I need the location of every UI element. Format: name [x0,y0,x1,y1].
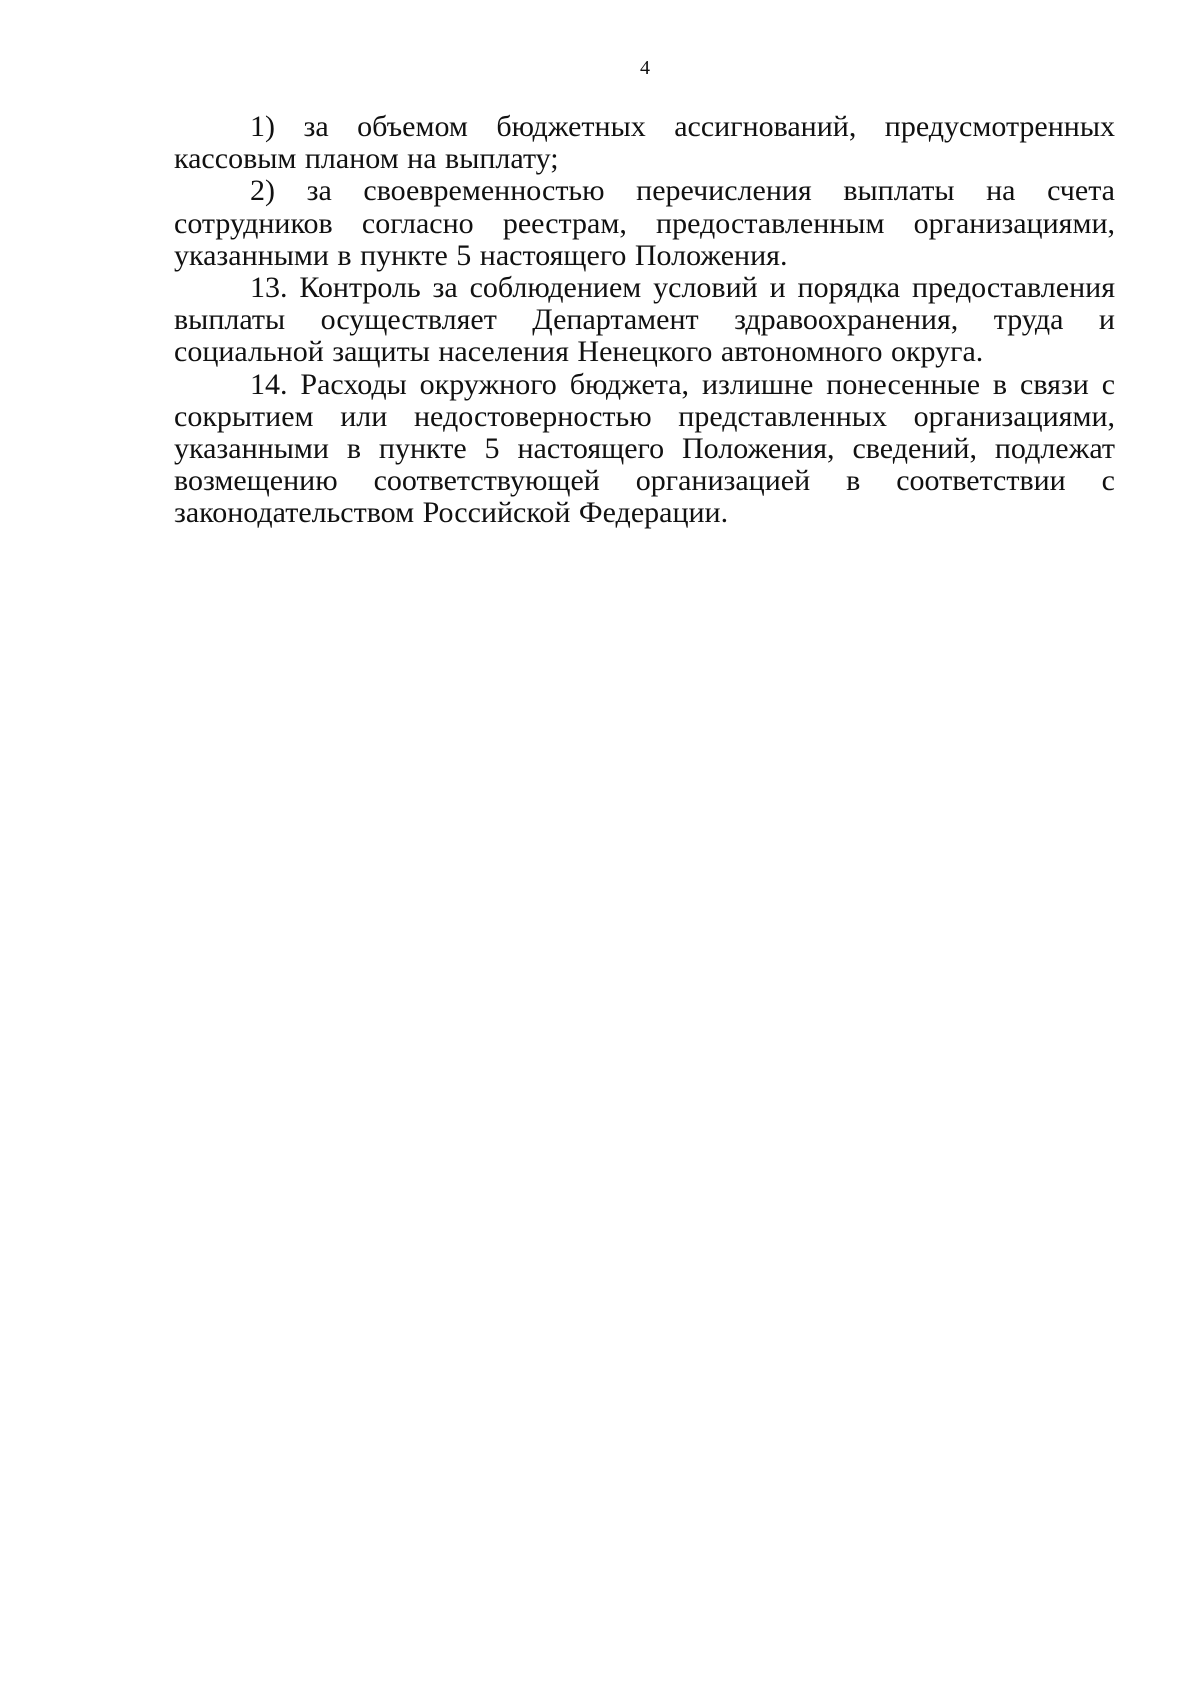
paragraph-item-2-number: 2) [250,174,275,208]
paragraph-clause-14-number: 14. [250,367,288,401]
page-number: 4 [640,57,650,79]
paragraph-item-1 [174,111,1115,175]
paragraph-clause-13 [174,272,1115,369]
paragraph-clause-13-text: Контроль за соблюдением условий и порядка предоставления выплаты осуществляет Департамент здравоохранения, труда и социальной защиты населения Ненецкого автономного округа. [174,271,1115,369]
paragraph-clause-14 [174,369,1115,530]
paragraph-item-1-text: за объемом бюджетных ассигнований, предусмотренных кассовым планом на выплату; [174,110,1115,176]
paragraph-clause-13-number: 13. [250,271,288,305]
paragraph-item-1-number: 1) [250,110,275,143]
paragraph-clause-14-text: Расходы окружного бюджета, излишне понесенные в связи с сокрытием или недостоверностью представленных организациями, указанными в пункте 5 настоящего Положения, сведений, подлежат возмещению соответствующей организацией в соответствии с законодательством Российской Федерации. [174,367,1116,530]
paragraph-item-2-text: за своевременностью перечисления выплаты на счета сотрудников согласно реестрам, предоставленным организациями, указанными в пункте 5 настоящего Положения. [174,174,1116,272]
paragraph-item-2 [174,175,1115,272]
document-body [174,111,1115,530]
